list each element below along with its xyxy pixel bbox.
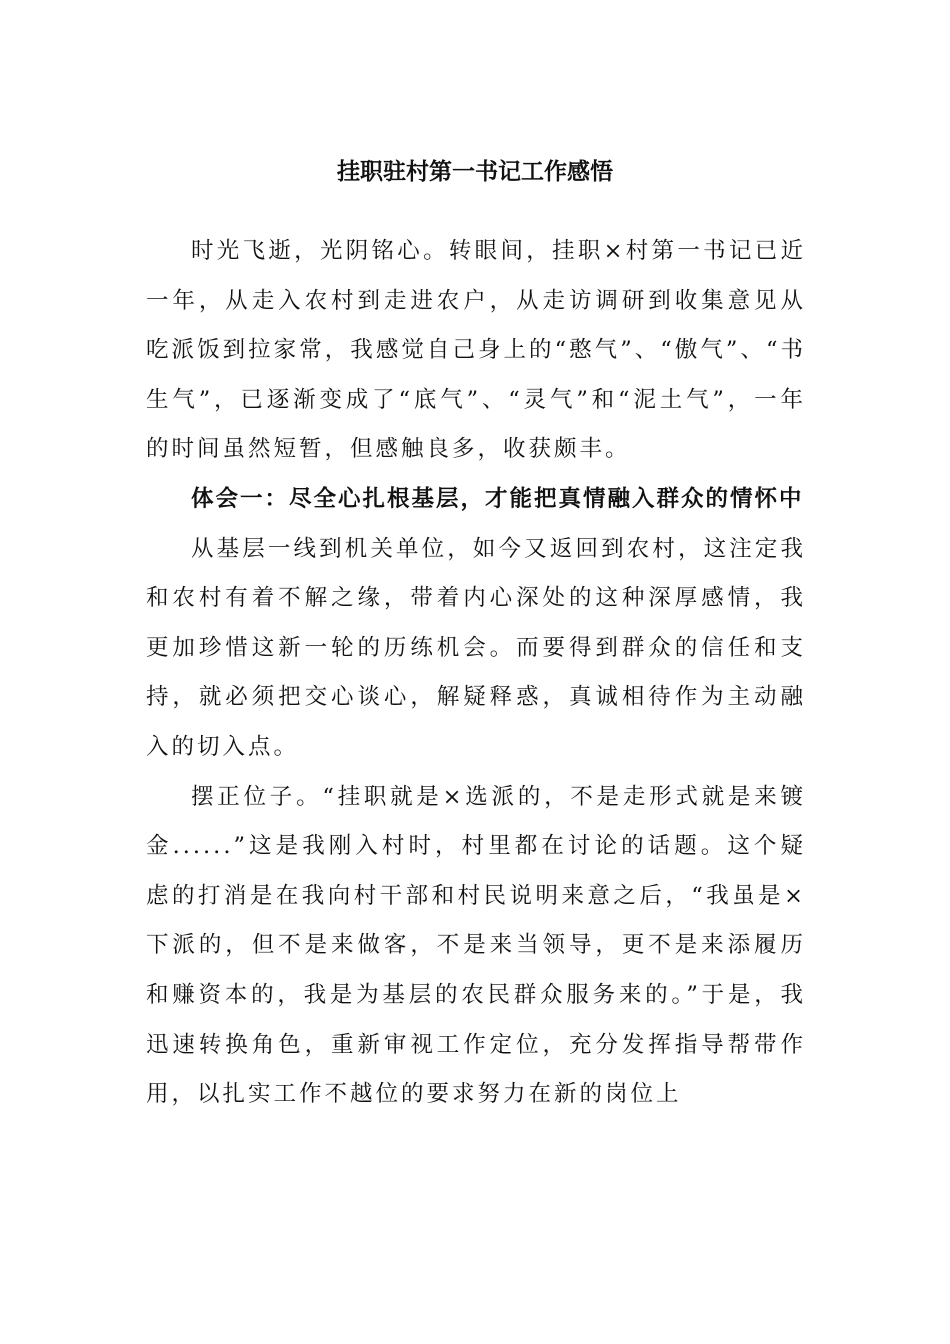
document-body xyxy=(146,227,806,1120)
paragraph-section-1: 从基层一线到机关单位，如今又返回到农村，这注定我和农村有着不解之缘，带着内心深处的这种深厚感情，我更加珍惜这新一轮的历练机会。而要得到群众的信任和支持，就必须把交心谈心，解疑释惑，真诚相待作为主动融入的切入点。 xyxy=(146,535,806,760)
document-title: 挂职驻村第一书记工作感悟 xyxy=(337,158,613,185)
paragraph-intro: 时光飞逝，光阴铭心。转眼间，挂职×村第一书记已近一年，从走入农村到走进农户，从走访调研到收集意见从吃派饭到拉家常，我感觉自己身上的“憨气”、“傲气”、“书生气”，已逐渐变成了“底气”、“灵气”和“泥土气”，一年的时间虽然短暂，但感触良多，收获颇丰。 xyxy=(146,238,806,463)
section-heading-1: 体会一：尽全心扎根基层，才能把真情融入群众的情怀中 xyxy=(191,485,804,512)
paragraph-position: 摆正位子。“挂职就是×选派的，不是走形式就是来镀金......”这是我刚入村时，村里都在讨论的话题。这个疑虑的打消是在我向村干部和村民说明来意之后，“我虽是×下派的，但不是来做客，不是来当领导，更不是来添履历和赚资本的，我是为基层的农民群众服务来的。”于是，我迅速转换角色，重新审视工作定位，充分发挥指导帮带作用，以扎实工作不越位的要求努力在新的岗位上 xyxy=(146,783,806,1108)
